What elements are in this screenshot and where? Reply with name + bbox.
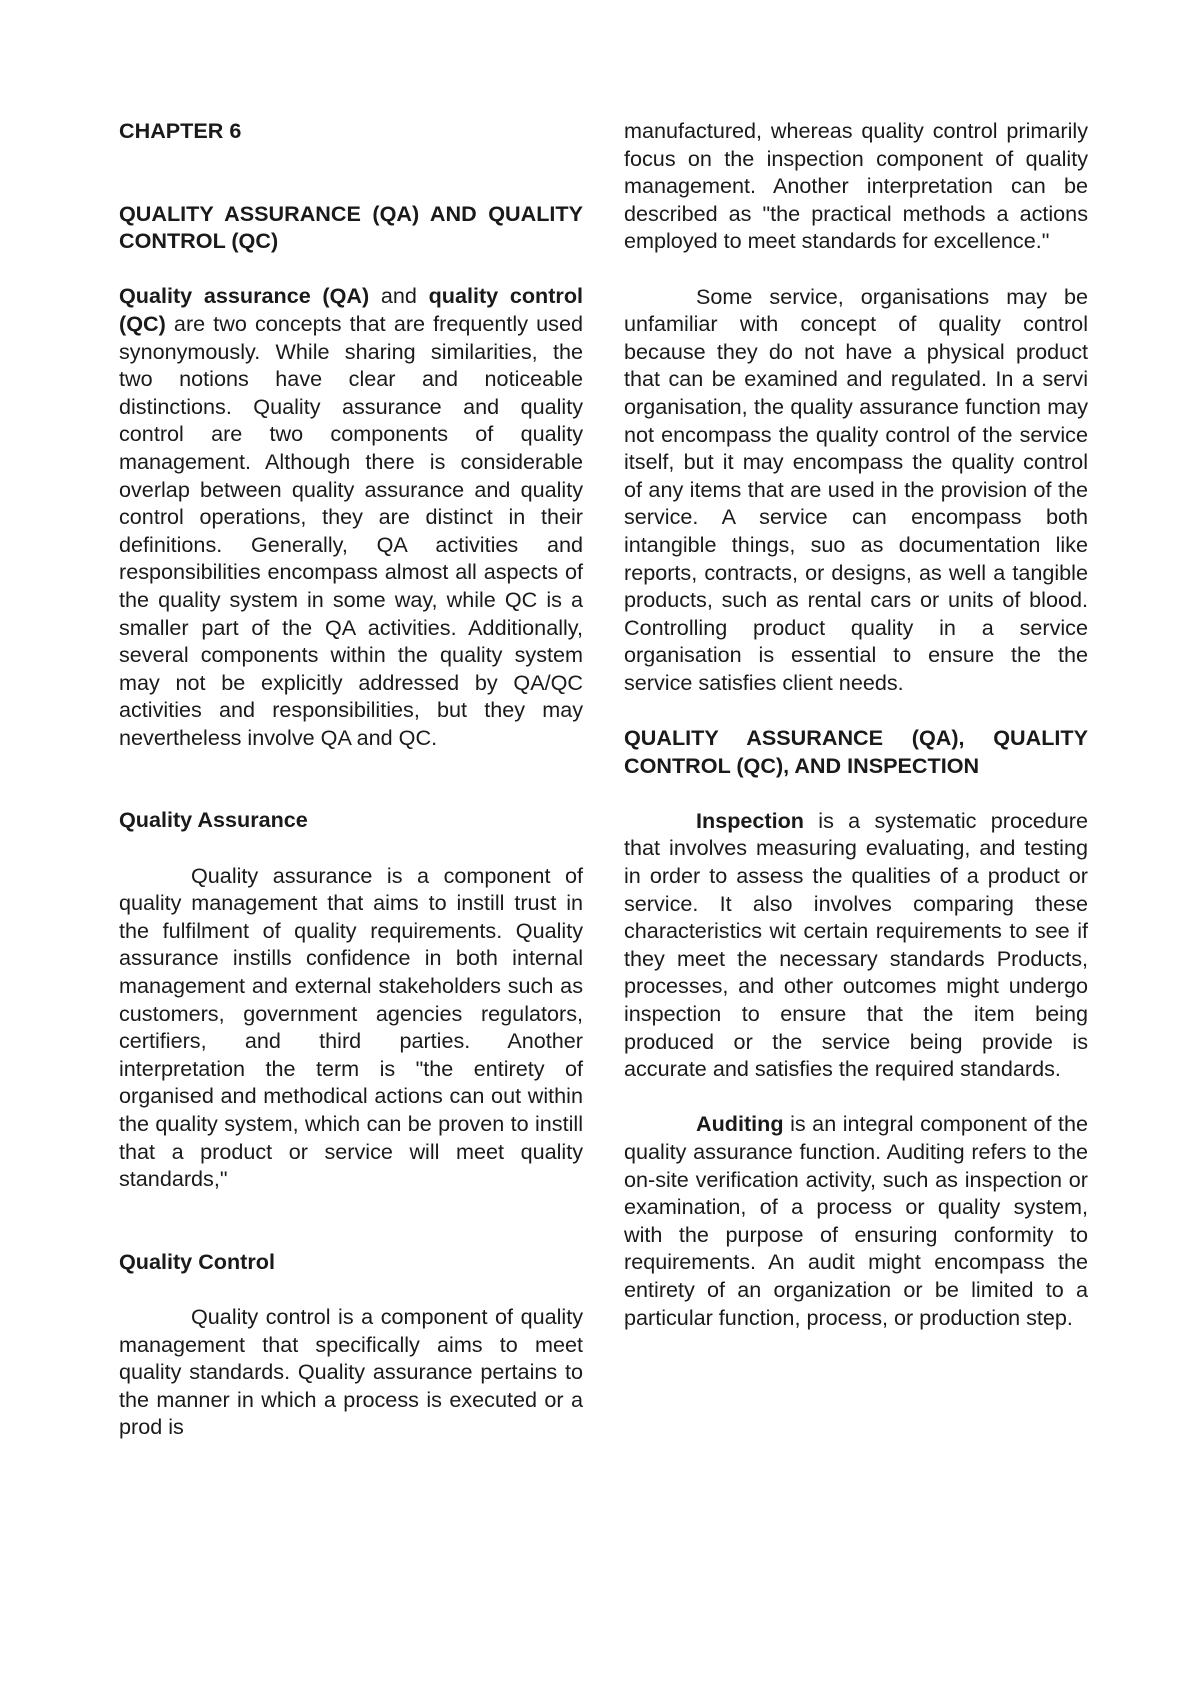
chapter-label: CHAPTER 6 (119, 118, 242, 143)
term-inspection: Inspection (696, 807, 804, 833)
chapter-title: QUALITY ASSURANCE (QA) AND QUALITY CONTROL (QC) (119, 200, 583, 254)
qa-paragraph: Quality assurance is a component of quality management that aims to instill trust in the fulfilment of quality requirements. Quality assurance instills confidence in both internal management and external stakeholders such as customers, government agencies regulators, certifiers, and third parties. Another interpretation the term is "the entirety of organised and methodical actions can out within the quality system, which can be proven to instill that a product or service will meet quality standards," (119, 862, 583, 1192)
intro-conjunction: and (369, 283, 429, 309)
qc-paragraph: Quality control is a component of quality management that specifically aims to meet quality standards. Quality assurance pertains to the manner in which a process is executed or a prod is (119, 1303, 583, 1440)
qc-continuation-paragraph: manufactured, whereas quality control primarily focus on the inspection component of quality management. Another interpretation can be described as "the practical methods a actions employed to meet standards for excellence." (624, 118, 1088, 254)
term-qa: Quality assurance (QA) (119, 283, 370, 309)
qa-heading: Quality Assurance (119, 807, 308, 833)
inspection-body: is a systematic procedure that involves measuring evaluating, and testing in order to assess the qualities of a product or service. It also involves comparing these characteristics wit certain requirements to see if they meet the necessary standards Products, processes, and other outcomes might undergo inspection to ensure that the item being produced or the service being provide is accurate and satisfies the required standards. (624, 807, 1088, 1082)
qc-heading: Quality Control (119, 1248, 275, 1274)
inspection-paragraph (624, 807, 1088, 1083)
intro-paragraph (119, 282, 583, 751)
auditing-paragraph (624, 1110, 1088, 1331)
term-auditing: Auditing (696, 1111, 784, 1137)
left-column (119, 117, 583, 1441)
right-column (624, 117, 1088, 1331)
auditing-body: is an integral component of the quality assurance function. Auditing refers to the on-site verification activity, such as inspection or examination, of a process or quality system, with the purpose of ensuring conformity to requirements. An audit might encompass the entirety of an organization or be limited to a particular function, process, or production step. (624, 1111, 1088, 1330)
term-qc: quality control (QC) (119, 283, 584, 336)
service-paragraph: Some service, organisations may be unfamiliar with concept of quality control because they do not have a physical product that can be examined and regulated. In a servi organisation, the quality assurance function may not encompass the quality control of the service itself, but it may encompass the quality control of any items that are used in the provision of the service. A service can encompass both intangible things, suo as documentation like reports, contracts, or designs, as well a tangible products, such as rental cars or units of blood. Controlling product quality in a service organisation is essential to ensure the the service satisfies client needs. (624, 283, 1088, 695)
intro-body: are two concepts that are frequently used synonymously. While sharing similarities, the two notions have clear and noticeable distinctions. Quality assurance and quality control are two components of quality management. Although there is considerable overlap between quality assurance and quality control operations, they are distinct in their definitions. Generally, QA activities and responsibilities encompass almost all aspects of the quality system in some way, while QC is a smaller part of the QA activities. Additionally, several components within the quality system may not be explicitly addressed by QA/QC activities and responsibilities, but they may nevertheless involve QA and QC. (119, 310, 583, 750)
section-heading: QUALITY ASSURANCE (QA), QUALITY CONTROL (QC), AND INSPECTION (624, 725, 1088, 778)
